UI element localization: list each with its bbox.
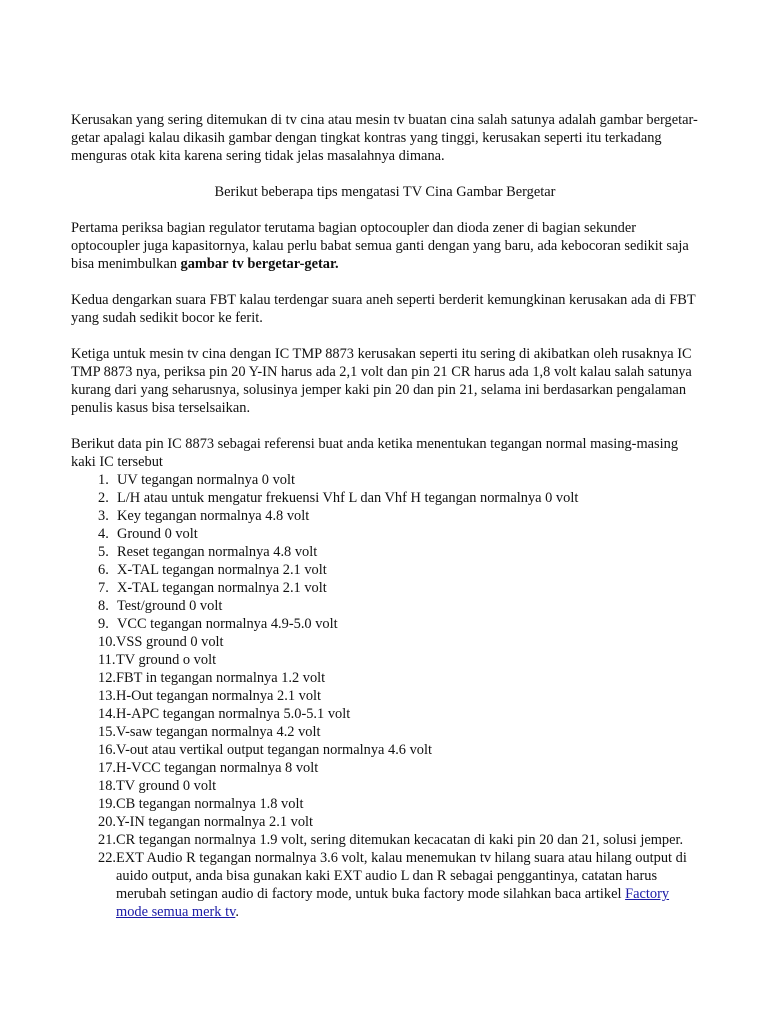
- list-text: Y-IN tegangan normalnya 2.1 volt: [116, 814, 314, 830]
- list-text: V-out atau vertikal output tegangan normalnya 4.6 volt: [116, 742, 432, 758]
- tips-heading: Berikut beberapa tips mengatasi TV Cina Gambar Bergetar: [214, 184, 556, 200]
- list-number: 18.: [98, 778, 116, 794]
- list-text: FBT in tegangan normalnya 1.2 volt: [116, 670, 326, 686]
- list-number: 20.: [98, 814, 116, 830]
- list-item: [71, 615, 699, 633]
- list-text: H-Out tegangan normalnya 2.1 volt: [116, 688, 322, 704]
- list-text: TV ground 0 volt: [116, 778, 217, 794]
- list-item: [71, 507, 699, 525]
- list-text: H-APC tegangan normalnya 5.0-5.1 volt: [116, 706, 351, 722]
- fbt-paragraph: Kedua dengarkan suara FBT kalau terdengar suara aneh seperti berderit kemungkinan kerusakan ada di FBT yang sudah sedikit bocor ke ferit.: [71, 292, 696, 326]
- list-text: Ground 0 volt: [117, 526, 198, 542]
- list-number: 10.: [98, 634, 116, 650]
- list-item: [71, 651, 699, 669]
- list-number: 15.: [98, 724, 116, 740]
- list-number: 19.: [98, 796, 116, 812]
- list-item: [71, 669, 699, 687]
- list-number: 17.: [98, 760, 116, 776]
- list-item: [71, 759, 699, 777]
- list-text: CB tegangan normalnya 1.8 volt: [116, 796, 304, 812]
- list-item: [71, 489, 699, 507]
- list-number: 16.: [98, 742, 116, 758]
- list-text: UV tegangan normalnya 0 volt: [117, 472, 295, 488]
- list-text: Reset tegangan normalnya 4.8 volt: [117, 544, 318, 560]
- list-text: X-TAL tegangan normalnya 2.1 volt: [117, 562, 327, 578]
- list-item: [71, 633, 699, 651]
- factory-mode-link[interactable]: Factory mode semua merk tv: [116, 886, 670, 920]
- list-number: 7.: [98, 580, 109, 596]
- list-text: VSS ground 0 volt: [116, 634, 224, 650]
- list-item: [71, 471, 699, 489]
- list-item: [71, 597, 699, 615]
- list-text: TV ground o volt: [116, 652, 217, 668]
- list-number: 22.: [98, 850, 116, 866]
- list-item: [71, 795, 699, 813]
- list-item: [71, 579, 699, 597]
- list-text: CR tegangan normalnya 1.9 volt, sering ditemukan kecacatan di kaki pin 20 dan 21, solusi jemper.: [116, 832, 684, 848]
- list-item: [71, 849, 699, 921]
- list-text: EXT Audio R tegangan normalnya 3.6 volt, kalau menemukan tv hilang suara atau hilang output di auido output, anda bisa gunakan kaki EXT audio L dan R sebagai penggantinya, catatan harus merubah setingan audio di factory mode, untuk buka factory mode silahkan baca artikel: [116, 850, 687, 902]
- list-number: 8.: [98, 598, 109, 614]
- regulator-paragraph-text: Pertama periksa bagian regulator terutama bagian optocoupler dan dioda zener di bagian sekunder optocoupler juga kapasitornya, kalau perlu babat semua ganti dengan yang baru, ada kebocoran sedikit saja bisa menimbulkan: [71, 220, 689, 272]
- regulator-paragraph: [71, 219, 699, 273]
- list-number: 14.: [98, 706, 116, 722]
- list-text: VCC tegangan normalnya 4.9-5.0 volt: [117, 616, 338, 632]
- list-text: L/H atau untuk mengatur frekuensi Vhf L dan Vhf H tegangan normalnya 0 volt: [117, 490, 579, 506]
- list-text: Key tegangan normalnya 4.8 volt: [117, 508, 310, 524]
- link-trailing-period: .: [235, 904, 239, 920]
- list-number: 2.: [98, 490, 109, 506]
- regulator-paragraph-bold: gambar tv bergetar-getar.: [180, 256, 339, 272]
- list-number: 9.: [98, 616, 109, 632]
- list-text: H-VCC tegangan normalnya 8 volt: [116, 760, 319, 776]
- list-item: [71, 561, 699, 579]
- list-number: 12.: [98, 670, 116, 686]
- pin-list: [71, 471, 699, 921]
- list-item: [71, 723, 699, 741]
- list-text: Test/ground 0 volt: [117, 598, 223, 614]
- list-number: 5.: [98, 544, 109, 560]
- list-item: [71, 525, 699, 543]
- list-text: V-saw tegangan normalnya 4.2 volt: [116, 724, 321, 740]
- list-item: [71, 705, 699, 723]
- list-text: X-TAL tegangan normalnya 2.1 volt: [117, 580, 327, 596]
- document-page: [71, 111, 699, 921]
- list-number: 3.: [98, 508, 109, 524]
- list-number: 6.: [98, 562, 109, 578]
- list-item: [71, 777, 699, 795]
- list-number: 1.: [98, 472, 109, 488]
- list-number: 11.: [98, 652, 116, 668]
- ic-tmp8873-paragraph: Ketiga untuk mesin tv cina dengan IC TMP 8873 kerusakan seperti itu sering di akibatkan oleh rusaknya IC TMP 8873 nya, periksa pin 20 Y-IN harus ada 2,1 volt dan pin 21 CR harus ada 1,8 volt kalau salah satunya kurang dari yang seharusnya, solusinya jemper kaki pin 20 dan pin 21, selama ini berdasarkan pengalaman penulis kasus bisa terselsaikan.: [71, 346, 692, 416]
- list-number: 21.: [98, 832, 116, 848]
- list-item: [71, 687, 699, 705]
- list-number: 4.: [98, 526, 109, 542]
- list-item: [71, 831, 699, 849]
- list-item: [71, 543, 699, 561]
- intro-paragraph: Kerusakan yang sering ditemukan di tv cina atau mesin tv buatan cina salah satunya adalah gambar bergetar-getar apalagi kalau dikasih gambar dengan tingkat kontras yang tinggi, kerusakan seperti itu terkadang menguras otak kita karena sering tidak jelas masalahnya dimana.: [71, 112, 698, 164]
- pin-data-intro: Berikut data pin IC 8873 sebagai referensi buat anda ketika menentukan tegangan normal masing-masing kaki IC tersebut: [71, 436, 679, 470]
- list-item: [71, 813, 699, 831]
- list-item: [71, 741, 699, 759]
- list-number: 13.: [98, 688, 116, 704]
